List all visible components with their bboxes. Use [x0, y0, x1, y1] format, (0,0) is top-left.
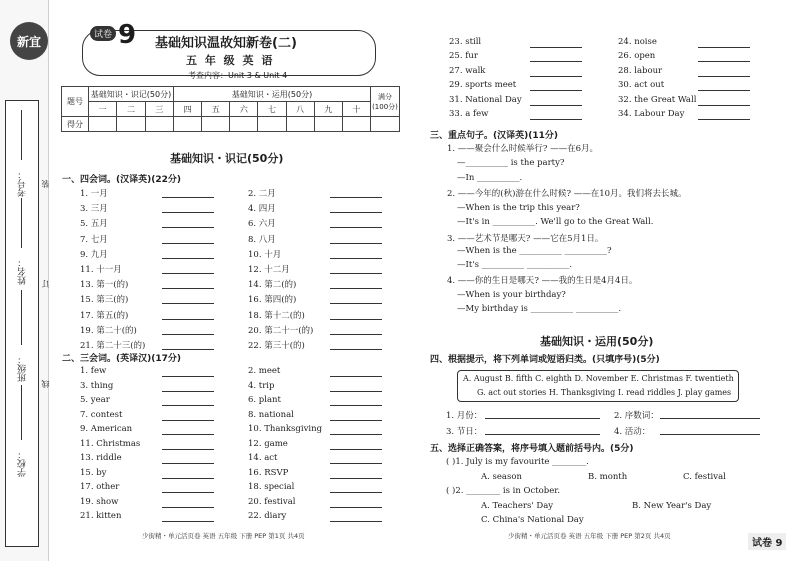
footer-right: 少街精・单元活页卷 英语 五年级 下册 PEP 第2页 共4页	[508, 532, 671, 540]
classify-q3: 3. 节日：	[446, 427, 483, 437]
vocab-item: 26. open	[618, 51, 656, 62]
school-line	[21, 385, 22, 440]
vocab-item: 22. diary	[248, 511, 287, 521]
vocab-item: 23. still	[449, 37, 482, 47]
name-line	[21, 198, 22, 248]
answer-line[interactable]	[698, 76, 750, 77]
choice-q1-b[interactable]: B. month	[588, 472, 628, 482]
part4-title: 四、根据提示，将下列单词或短语归类。(只填序号)(5分)	[430, 355, 660, 365]
col-1: 一	[89, 102, 117, 117]
score-cell[interactable]	[314, 117, 342, 132]
answer-line[interactable]	[698, 119, 750, 120]
vocab-item: 19. 第二十(的)	[80, 325, 137, 336]
score-cell[interactable]	[230, 117, 258, 132]
footer-left: 少街精・单元活页卷 英语 五年级 下册 PEP 第1页 共4页	[142, 532, 305, 540]
vocab-item: 5. 五月	[80, 219, 108, 230]
paper-number: 9	[118, 20, 137, 50]
vocab-item: 14. 第二(的)	[248, 280, 297, 291]
total-header: 满分 (100分)	[371, 87, 400, 117]
sentence-line: 4. ——你的生日是哪天? ——我的生日是4月4日。	[447, 276, 638, 286]
group1-header: 基础知识・识记(50分)	[89, 87, 174, 102]
vocab-item: 11. Christmas	[80, 438, 141, 449]
answer-line[interactable]	[162, 420, 214, 421]
answer-line[interactable]	[162, 212, 214, 213]
vocab-item: 15. by	[80, 467, 107, 478]
vocab-item: 19. show	[80, 496, 119, 507]
classify-q4: 4. 活动：	[614, 427, 651, 437]
page-subtitle: 五 年 级 英 语	[186, 54, 275, 67]
answer-line[interactable]	[698, 90, 750, 91]
answer-line[interactable]	[162, 288, 214, 289]
school-label: 学校：	[18, 450, 28, 477]
answer-line[interactable]	[330, 463, 382, 464]
vocab-item: 34. Labour Day	[618, 109, 685, 119]
answer-line[interactable]	[162, 258, 214, 259]
vocab-item: 12. game	[248, 438, 288, 449]
score-cell[interactable]	[286, 117, 314, 132]
answer-line[interactable]	[162, 334, 214, 335]
answer-line[interactable]	[162, 434, 214, 435]
answer-line[interactable]	[162, 243, 214, 244]
answer-line[interactable]	[330, 492, 382, 493]
exam-number-line	[21, 110, 22, 160]
vocab-item: 1. few	[80, 366, 107, 376]
vocab-item: 5. year	[80, 395, 110, 405]
answer-line[interactable]	[330, 521, 382, 522]
vocab-item: 2. 二月	[248, 189, 276, 199]
answer-line[interactable]	[330, 478, 382, 479]
vocab-item: 4. 四月	[248, 204, 276, 215]
vocab-item: 10. Thanksgiving	[248, 424, 323, 434]
answer-line[interactable]	[698, 47, 750, 48]
score-cell[interactable]	[117, 117, 145, 132]
class-line	[21, 290, 22, 345]
sentence-line: —My birthday is __________ __________.	[457, 304, 622, 314]
col-10: 十	[342, 102, 370, 117]
answer-line[interactable]	[162, 349, 214, 350]
vocab-item: 30. act out	[618, 80, 665, 91]
answer-line[interactable]	[330, 376, 382, 377]
part5-title: 五、选择正确答案，将序号填入题前括号内。(5分)	[430, 444, 634, 454]
cut-mark-3: 线	[41, 380, 50, 388]
answer-line[interactable]	[162, 376, 214, 377]
answer-line[interactable]	[485, 418, 600, 419]
answer-line[interactable]	[330, 303, 382, 304]
answer-line[interactable]	[330, 288, 382, 289]
answer-line[interactable]	[162, 521, 214, 522]
answer-line[interactable]	[162, 449, 214, 450]
sentence-line: 2. ——今年的(秋)游在什么时候? ——在10月。我们将去长城。	[447, 189, 687, 199]
col-2: 二	[117, 102, 145, 117]
answer-line[interactable]	[330, 349, 382, 350]
sentence-line: —It's __________ __________.	[457, 260, 573, 270]
vocab-item: 21. 第二十三(的)	[80, 341, 146, 351]
paper-corner-tag: 试卷 9	[748, 533, 786, 550]
answer-line[interactable]	[330, 273, 382, 274]
vocab-item: 9. American	[80, 424, 133, 434]
vocab-item: 16. 第四(的)	[248, 295, 297, 306]
choice-q2-c[interactable]: C. China's National Day	[481, 515, 584, 525]
vocab-item: 8. 八月	[248, 234, 276, 245]
vocab-item: 28. labour	[618, 65, 663, 76]
answer-line[interactable]	[162, 507, 214, 508]
answer-line[interactable]	[162, 197, 214, 198]
answer-line[interactable]	[162, 391, 214, 392]
answer-line[interactable]	[162, 463, 214, 464]
col-6: 六	[230, 102, 258, 117]
vocab-item: 32. the Great Wall	[618, 94, 697, 105]
group2-header: 基础知识・运用(50分)	[174, 87, 371, 102]
sentence-line: —When is your birthday?	[457, 290, 566, 300]
part2-title: 二、三会词。(英译汉)(17分)	[62, 354, 181, 364]
answer-line[interactable]	[330, 434, 382, 435]
answer-line[interactable]	[330, 258, 382, 259]
vocab-item: 13. 第一(的)	[80, 280, 129, 291]
answer-line[interactable]	[530, 47, 582, 48]
vocab-item: 7. contest	[80, 409, 123, 420]
answer-line[interactable]	[162, 319, 214, 320]
vocab-item: 27. walk	[449, 65, 486, 76]
paper-tag: 试卷	[90, 26, 116, 41]
sentence-line: —In __________.	[457, 173, 523, 183]
part1-title: 一、四会词。(汉译英)(22分)	[62, 175, 181, 185]
vocab-item: 25. fur	[449, 51, 478, 62]
score-cell[interactable]	[258, 117, 286, 132]
score-table	[61, 86, 400, 132]
page-title: 基础知识温故知新卷(二)	[155, 36, 297, 51]
answer-line[interactable]	[330, 212, 382, 213]
col-4: 四	[174, 102, 202, 117]
answer-line[interactable]	[162, 478, 214, 479]
answer-line[interactable]	[162, 227, 214, 228]
vocab-item: 17. 第五(的)	[80, 310, 129, 321]
vocab-item: 8. national	[248, 409, 294, 420]
answer-line[interactable]	[530, 90, 582, 91]
question-number-label: 题号	[62, 87, 89, 117]
vocab-item: 16. RSVP	[248, 467, 289, 478]
answer-line[interactable]	[330, 405, 382, 406]
vocab-item: 10. 十月	[248, 249, 282, 260]
col-7: 七	[258, 102, 286, 117]
score-cell[interactable]	[89, 117, 117, 132]
vocab-item: 24. noise	[618, 37, 657, 47]
vocab-item: 18. special	[248, 482, 295, 492]
answer-line[interactable]	[330, 391, 382, 392]
answer-line[interactable]	[162, 303, 214, 304]
name-label: 姓名：	[18, 258, 28, 285]
score-cell[interactable]	[371, 117, 400, 132]
sentence-line: —When is the trip this year?	[457, 203, 580, 213]
vocab-item: 22. 第三十(的)	[248, 341, 305, 351]
vocab-item: 20. 第二十一(的)	[248, 325, 314, 336]
sentence-line: 1. ——聚会什么时候举行? ——在6月。	[447, 144, 598, 154]
answer-line[interactable]	[330, 507, 382, 508]
sentence-line: —When is the __________ __________?	[457, 246, 612, 256]
choice-q1-c[interactable]: C. festival	[683, 472, 726, 482]
answer-line[interactable]	[330, 420, 382, 421]
col-9: 九	[314, 102, 342, 117]
answer-line[interactable]	[162, 273, 214, 274]
answer-line[interactable]	[330, 243, 382, 244]
answer-line[interactable]	[330, 319, 382, 320]
exam-scope: 考查内容：Unit 3 & Unit 4	[188, 71, 288, 80]
vocab-item: 17. other	[80, 482, 120, 492]
score-cell[interactable]	[174, 117, 202, 132]
vocab-item: 4. trip	[248, 380, 275, 391]
vocab-item: 3. 三月	[80, 204, 108, 215]
vocab-item: 3. thing	[80, 380, 114, 391]
score-cell[interactable]	[145, 117, 173, 132]
col-8: 八	[286, 102, 314, 117]
class-label: 班级：	[18, 355, 28, 382]
classify-q1: 1. 月份：	[446, 411, 483, 421]
answer-line[interactable]	[698, 105, 750, 106]
part3-title: 三、重点句子。(汉译英)(11分)	[430, 131, 558, 141]
vocab-item: 6. 六月	[248, 219, 276, 230]
answer-line[interactable]	[698, 61, 750, 62]
choice-q2: ( )2. ________ is in October.	[446, 486, 561, 496]
vocab-item: 20. festival	[248, 496, 296, 507]
classify-q2: 2. 序数词：	[614, 411, 659, 421]
answer-line[interactable]	[660, 434, 760, 435]
answer-line[interactable]	[162, 492, 214, 493]
logo: 新宜	[10, 22, 48, 60]
choice-q2-b[interactable]: B. New Year's Day	[632, 501, 712, 511]
section2-title: 基础知识・运用(50分)	[540, 335, 654, 348]
exam-number-label: 考号：	[18, 170, 28, 197]
answer-line[interactable]	[330, 449, 382, 450]
sentence-line: —__________ is the party?	[457, 158, 565, 168]
choice-q1: ( )1. July is my favourite ________.	[446, 457, 589, 467]
answer-line[interactable]	[530, 61, 582, 62]
vocab-item: 18. 第十二(的)	[248, 310, 305, 321]
student-info-strip	[5, 100, 39, 547]
answer-line[interactable]	[330, 227, 382, 228]
vocab-item: 11. 十一月	[80, 265, 122, 275]
options-row2: G. act out stories H. Thanksgiving I. read riddles J. play games	[477, 388, 732, 397]
answer-line[interactable]	[330, 197, 382, 198]
answer-line[interactable]	[530, 76, 582, 77]
answer-line[interactable]	[660, 418, 760, 419]
vocab-item: 21. kitten	[80, 511, 122, 521]
col-3: 三	[145, 102, 173, 117]
vocab-item: 13. riddle	[80, 453, 122, 463]
answer-line[interactable]	[530, 119, 582, 120]
vocab-item: 12. 十二月	[248, 265, 290, 275]
vocab-item: 29. sports meet	[449, 80, 517, 91]
vocab-item: 14. act	[248, 453, 278, 463]
cut-mark-2: 订	[41, 280, 50, 288]
vocab-item: 6. plant	[248, 395, 281, 405]
answer-line[interactable]	[162, 405, 214, 406]
vocab-item: 33. a few	[449, 109, 489, 119]
vocab-item: 7. 七月	[80, 234, 108, 245]
score-cell[interactable]	[342, 117, 370, 132]
score-cell[interactable]	[202, 117, 230, 132]
section1-title: 基础知识・识记(50分)	[170, 152, 284, 165]
vocab-item: 1. 一月	[80, 189, 108, 199]
choice-q2-a[interactable]: A. Teachers' Day	[481, 501, 554, 511]
sentence-line: —It's in __________. We'll go to the Great Wall.	[457, 217, 654, 227]
sentence-line: 3. ——艺术节是哪天? ——它在5月1日。	[447, 234, 604, 244]
options-row1: A. August B. fifth C. eighth D. November E. Christmas F. twentieth	[463, 374, 734, 383]
choice-q1-a[interactable]: A. season	[481, 472, 522, 482]
vocab-item: 9. 九月	[80, 249, 108, 260]
answer-line[interactable]	[530, 105, 582, 106]
vocab-item: 15. 第三(的)	[80, 295, 129, 306]
cut-mark-1: 装	[41, 180, 50, 188]
answer-line[interactable]	[330, 334, 382, 335]
col-5: 五	[202, 102, 230, 117]
answer-line[interactable]	[485, 434, 600, 435]
score-label: 得分	[62, 117, 89, 132]
vocab-item: 31. National Day	[449, 94, 522, 105]
vocab-item: 2. meet	[248, 366, 281, 376]
